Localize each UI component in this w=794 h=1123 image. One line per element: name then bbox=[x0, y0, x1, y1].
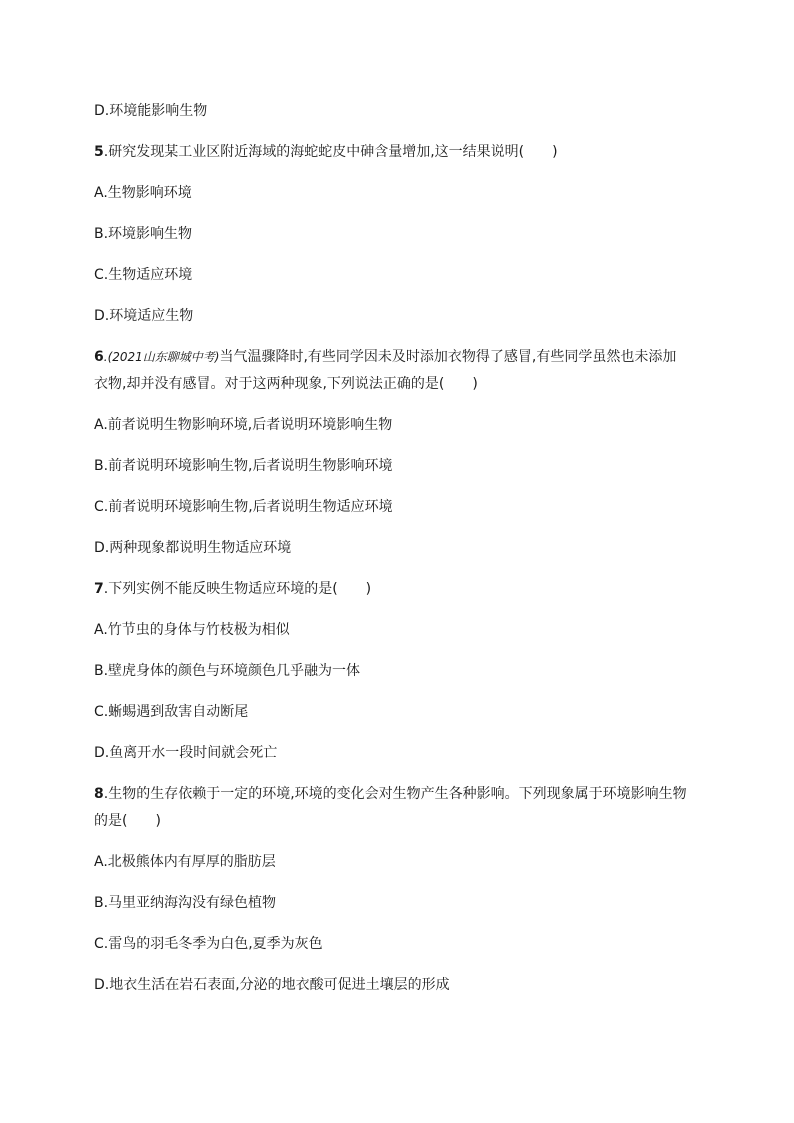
q7-number: 7 bbox=[94, 581, 104, 597]
q8-option-b: B.马里亚纳海沟没有绿色植物 bbox=[94, 895, 277, 911]
q7-option-c: C.蜥蜴遇到敌害自动断尾 bbox=[94, 704, 249, 720]
q8-option-c: C.雷鸟的羽毛冬季为白色,夏季为灰色 bbox=[94, 936, 323, 952]
q6-option-a: A.前者说明生物影响环境,后者说明环境影响生物 bbox=[94, 417, 393, 433]
q5-option-d: D.环境适应生物 bbox=[94, 308, 194, 324]
q6-option-d: D.两种现象都说明生物适应环境 bbox=[94, 540, 292, 556]
q5-option-c: C.生物适应环境 bbox=[94, 267, 193, 283]
q8-option-d: D.地衣生活在岩石表面,分泌的地衣酸可促进土壤层的形成 bbox=[94, 977, 450, 993]
q6-source: .(2021山东聊城中考) bbox=[103, 350, 220, 364]
q5-option-a: A.生物影响环境 bbox=[94, 185, 192, 201]
q8-option-a: A.北极熊体内有厚厚的脂肪层 bbox=[94, 854, 276, 870]
q8-stem-text-1: .生物的生存依赖于一定的环境,环境的变化会对生物产生各种影响。下列现象属于环境影响生物 bbox=[103, 786, 687, 802]
q5-number: 5 bbox=[94, 144, 104, 160]
q6-number: 6 bbox=[94, 349, 104, 365]
q5-stem-text: .研究发现某工业区附近海域的海蛇蛇皮中砷含量增加,这一结果说明( ) bbox=[103, 144, 558, 160]
q6-option-b: B.前者说明环境影响生物,后者说明生物影响环境 bbox=[94, 458, 393, 474]
q6-stem-line-1 bbox=[94, 347, 714, 367]
q5-stem bbox=[94, 142, 714, 162]
q7-option-d: D.鱼离开水一段时间就会死亡 bbox=[94, 745, 278, 761]
q7-option-a: A.竹节虫的身体与竹枝极为相似 bbox=[94, 622, 290, 638]
q7-stem-text: .下列实例不能反映生物适应环境的是( ) bbox=[103, 581, 372, 597]
q4-option-d: D.环境能影响生物 bbox=[94, 103, 208, 119]
q6-option-c: C.前者说明环境影响生物,后者说明生物适应环境 bbox=[94, 499, 393, 515]
q8-number: 8 bbox=[94, 786, 104, 802]
q6-stem-text-1: 当气温骤降时,有些同学因未及时添加衣物得了感冒,有些同学虽然也未添加 bbox=[219, 349, 677, 365]
q6-stem-line-2: 衣物,却并没有感冒。对于这两种现象,下列说法正确的是( ) bbox=[94, 376, 478, 392]
q8-stem-line-2: 的是( ) bbox=[94, 813, 161, 829]
q7-stem bbox=[94, 579, 714, 599]
q8-stem-line-1 bbox=[94, 784, 714, 804]
q7-option-b: B.壁虎身体的颜色与环境颜色几乎融为一体 bbox=[94, 663, 361, 679]
q5-option-b: B.环境影响生物 bbox=[94, 226, 193, 242]
